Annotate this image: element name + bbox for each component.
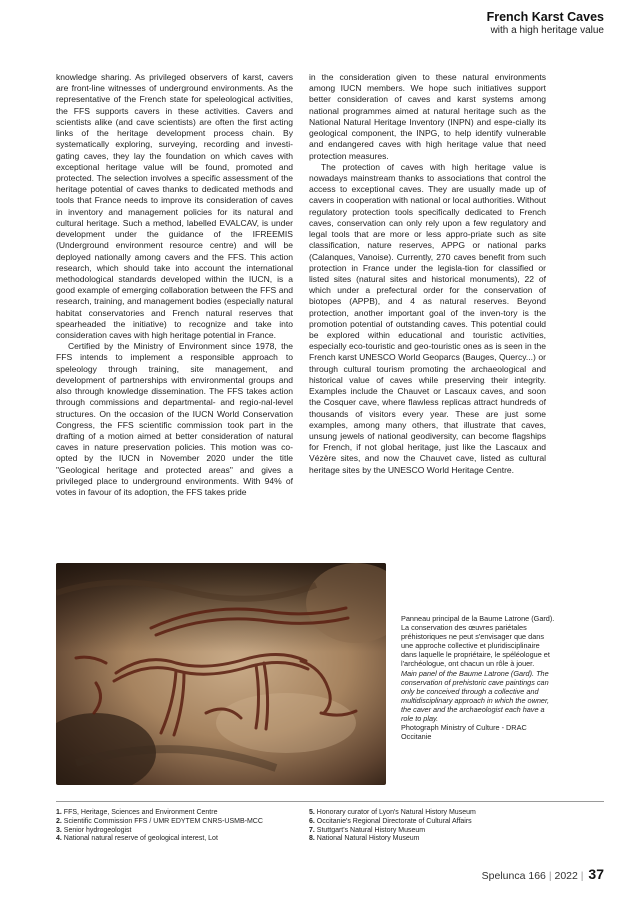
footnote-item: 1. FFS, Heritage, Sciences and Environment Centre xyxy=(56,809,218,816)
page-number: 37 xyxy=(588,866,604,882)
paragraph: Certified by the Ministry of Environment since 1978, the FFS intends to implement a responsible approach to speleology through training, site management, and development of partnerships with environmental groups and also through knowledge dissemination. The FFS takes action through commissions and departmental- and regio-nal-level structures. On the occasion of the IUCN World Conservation Congress, the FFS scientific commission took part in the drafting of a motion aimed at better consideration of natural caves in nature preservation policies. This motion was co-opted by the IUCN in November 2020 under the title "Geological heritage and protected areas" and gives a privileged place to underground environments. With 94% of votes in favour of its adoption, the FFS takes pride xyxy=(56,341,293,498)
caption-french: Panneau principal de la Baume Latrone (Gard). La conservation des œuvres pariétales préhistoriques ne peut s'envisager que dans une approche collective et pluridisciplinaire dans laquelle le propriétaire, le spéléologue et l'archéologue, ont chacun un rôle à jouer. xyxy=(401,614,555,669)
paragraph: knowledge sharing. As privileged observers of karst, cavers are front-line witnesses of underground environments. As the representative of the French state for speleological activities, the FFS supports cavers in these activities. Cavers and scientists alike (and cave scientists) are often the first acting links of the heritage development process chain. By systematically exploring, surveying, recording and investi-gating caves, they lay the foundation on which caves with exceptional heritage value will be found, promoted and protected. The selection involves a specific assessment of the heritage potential of caves thanks to dedicated methods and tools that France needs to improve its consideration of caves in inventory and management policies for its natural and cultural heritage. Such a method, labelled EVALCAV, is under development under the guidance of the IFREEMIS (Underground environment resource centre) and will be deployed nationally among cavers and the FFS. This action research, which should take into account the international methodological standards developed within the IUCN, is a good example of emerging collaboration between the FFS and research, training, and management bodies (especially natural habitat conservatories and French natural reserves that spearheaded the initiative) to recognize and take into consideration caves with high heritage potential in France. xyxy=(56,72,293,341)
photo-caption xyxy=(401,614,556,741)
footnote-divider xyxy=(56,801,604,802)
cave-painting-image xyxy=(56,563,386,785)
footer-separator: | xyxy=(548,870,552,882)
paragraph: in the consideration given to these natural environments among IUCN members. We hope such initiatives support better consideration of caves and karst systems among national programmes aimed at natural heritage such as the National Natural Heritage Inventory (INPN) and espe-cially its geological component, the INPG, to help identify vulnerable and endangered caves with high heritage value that need protection measures. xyxy=(309,72,546,161)
footnote-item: 5. Honorary curator of Lyon's Natural History Museum xyxy=(309,809,476,816)
caption-english: Main panel of the Baume Latrone (Gard). The conservation of prehistoric cave paintings can only be conceived through a collective and multidisciplinary approach in which the owner, the caver and the archaeologist each have a role to play. xyxy=(401,668,550,724)
footnotes-left xyxy=(56,809,296,844)
footnote-item: 8. National Natural History Museum xyxy=(309,835,420,843)
footnotes-right xyxy=(309,809,549,844)
footer-separator: | xyxy=(580,870,584,882)
running-header xyxy=(487,10,604,36)
text-column-left xyxy=(56,72,293,498)
footnote-item: 6. Occitanie's Regional Directorate of Cultural Affairs xyxy=(309,817,472,825)
footnote-item: 4. National natural reserve of geological interest, Lot xyxy=(56,835,218,843)
journal-name: Spelunca 166 xyxy=(481,870,546,882)
footnote-item: 2. Scientific Commission FFS / UMR EDYTEM CNRS-USMB-MCC xyxy=(56,817,263,825)
paragraph: The protection of caves with high heritage value is nowadays mainstream thanks to associations that control the access to exceptional caves. They are usually made up of cavers in cooperation with national or local authorities. Without regulatory protection tools specifically dedicated to French caves, conservation can only rely upon a few regulatory and legal tools that are more or less appro-priate such as site classification, nature reserves, APPG or national parks (Calanques, Vanoise). Currently, 270 caves benefit from such protection in France under the legisla-tion for classified or listed sites (natural sites and historical monuments), 22 of which under a prefectural order for the conservation of biotopes (APPB), and 4 as natural reserves. Beyond protection, another important goal of the inven-tory is the promotion potential of outstanding caves. This potential could be explored within educational and touristic activities, especially eco-touristic and geo-touristic ones as is seen in the French karst UNESCO World Geoparcs (Bauges, Quercy...) or through cultural tourism promoting the archaeological and historical value of caves while preserving their integrity. Examples include the Chauvet or Lascaux caves, and soon the Cosquer cave, where flawless replicas attract hundreds of thousands of visitors every year. These are just some examples, among many others, that illustrate that caves, unsung jewels of national geodiversity, can become flagships for French, if not global heritage, just like the Lascaux and Vézère sites, and now the Chauvet cave, listed as cultural heritage sites by the UNESCO World Heritage Centre. xyxy=(309,161,546,475)
cave-painting-photo xyxy=(56,563,386,785)
footnote-item: 7. Stuttgart's Natural History Museum xyxy=(309,826,426,834)
photo-credit: Photograph Ministry of Culture - DRAC Occitanie xyxy=(401,723,527,742)
text-column-right xyxy=(309,72,546,476)
journal-year: 2022 xyxy=(554,870,578,882)
header-title: French Karst Caves xyxy=(486,10,604,24)
header-subtitle: with a high heritage value xyxy=(490,25,604,36)
page-footer xyxy=(482,866,604,882)
footnote-item: 3. Senior hydrogeologist xyxy=(56,826,132,834)
